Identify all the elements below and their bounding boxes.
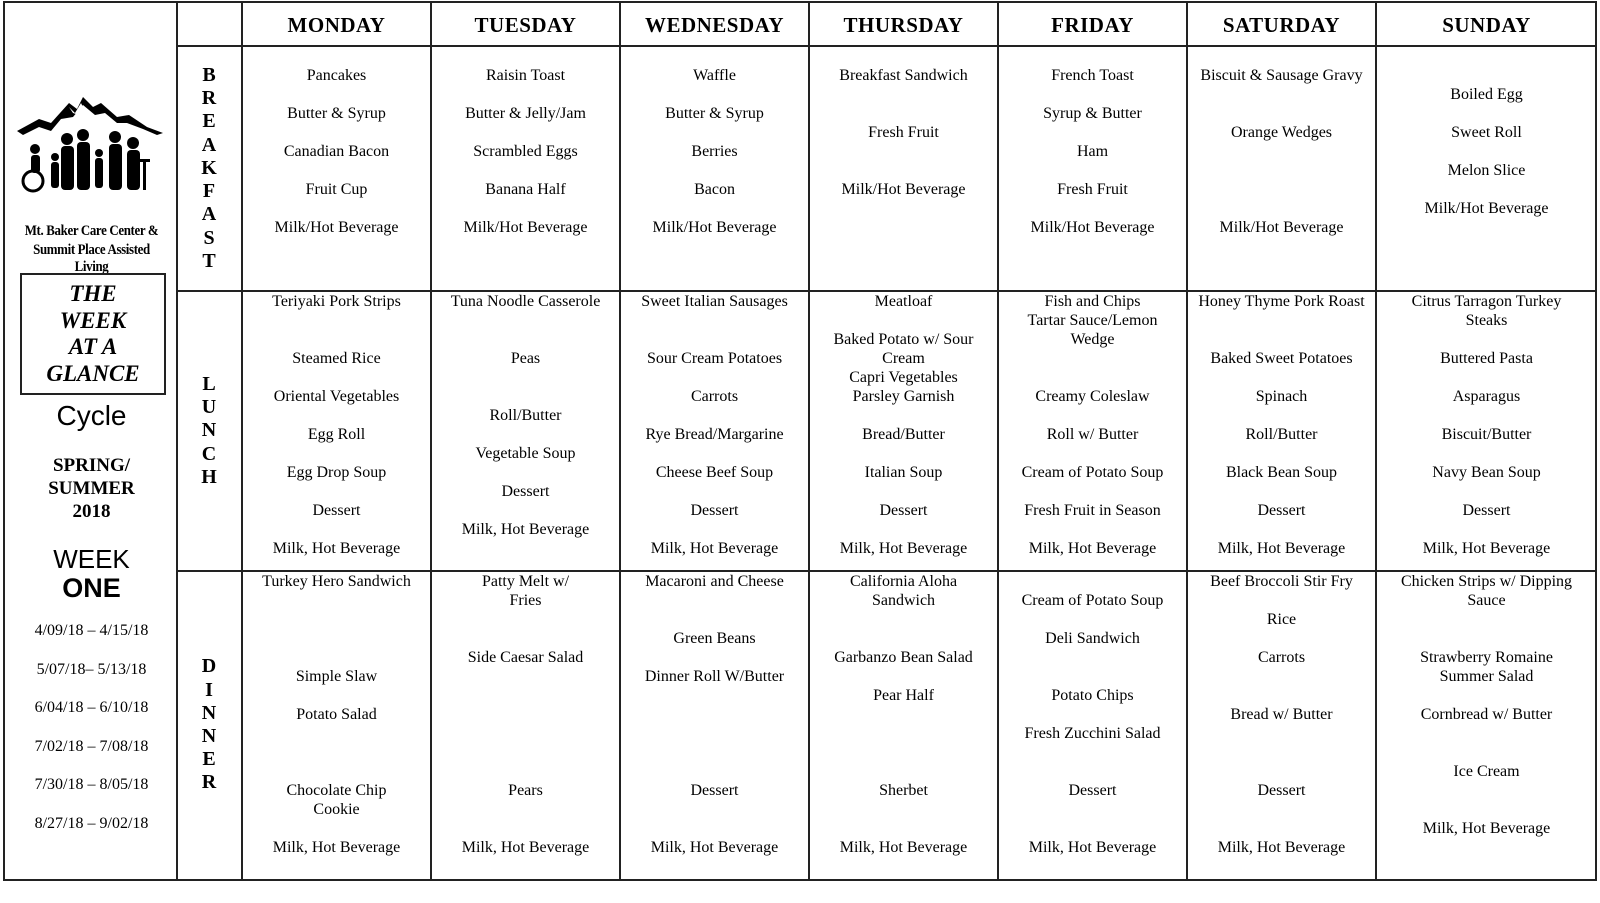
menu-item: California Aloha <box>849 573 958 590</box>
menu-item: Carrots <box>690 388 739 405</box>
meal-label-letter: N <box>201 725 217 747</box>
menu-item: Asparagus <box>1452 388 1521 405</box>
menu-cell-dinner-sunday <box>1376 571 1597 879</box>
menu-item: Dessert <box>1257 502 1306 519</box>
menu-item: Milk, Hot Beverage <box>1028 839 1157 856</box>
menu-item: Dinner Roll W/Butter <box>644 668 785 685</box>
sidebar <box>5 3 178 879</box>
day-header-tuesday: TUESDAY <box>474 13 577 37</box>
title-line: WEEK <box>59 307 127 333</box>
menu-item: Steamed Rice <box>292 350 381 367</box>
menu-item: Melon Slice <box>1447 162 1526 179</box>
menu-item: Dessert <box>1068 782 1117 799</box>
menu-item: Spinach <box>1255 388 1308 405</box>
menu-item: Milk/Hot Beverage <box>652 219 777 236</box>
meal-label-letter: S <box>203 226 215 249</box>
menu-item: Carrots <box>1257 649 1306 666</box>
community-logo <box>17 93 167 193</box>
menu-item: Dessert <box>690 782 739 799</box>
menu-cell-lunch-friday <box>998 291 1187 571</box>
meal-label-breakfast <box>176 46 242 291</box>
meal-label-letter: A <box>201 133 217 156</box>
menu-item: Rice <box>1266 611 1297 628</box>
title-line: THE <box>69 281 117 306</box>
week-label: WEEK <box>53 544 130 574</box>
menu-item: Green Beans <box>673 630 756 647</box>
menu-item: Italian Soup <box>864 464 943 481</box>
meal-label-letter: K <box>201 156 217 179</box>
menu-item: Roll/Butter <box>489 407 562 424</box>
meal-label-dinner <box>176 571 242 879</box>
menu-item: Fresh Fruit <box>868 124 939 141</box>
menu-item: Dessert <box>1257 782 1306 799</box>
meal-label-letter: I <box>205 678 213 701</box>
menu-item: Patty Melt w/ <box>481 573 570 590</box>
season-label <box>5 454 178 523</box>
menu-item: Chicken Strips w/ Dipping <box>1400 573 1573 590</box>
menu-item: Egg Drop Soup <box>286 464 387 481</box>
menu-cell-breakfast-tuesday <box>431 46 620 291</box>
menu-item: Strawberry Romaine <box>1420 649 1553 666</box>
meal-label-letter: U <box>201 396 217 419</box>
menu-item: Sweet Italian Sausages <box>641 293 788 310</box>
menu-item: Milk, Hot Beverage <box>1217 839 1346 856</box>
menu-item: Sandwich <box>871 592 936 609</box>
meal-label-letter: E <box>202 110 216 133</box>
menu-item: Cream <box>882 350 925 367</box>
menu-item: Macaroni and Cheese <box>645 573 784 590</box>
menu-item: Milk/Hot Beverage <box>1219 219 1344 236</box>
menu-item: Deli Sandwich <box>1045 630 1140 647</box>
menu-item: Cream of Potato Soup <box>1021 464 1164 481</box>
menu-item: Fish and Chips <box>1044 293 1141 310</box>
menu-cell-dinner-wednesday <box>620 571 809 879</box>
menu-item: Butter & Syrup <box>287 105 386 122</box>
menu-item: Steaks <box>1465 312 1508 329</box>
day-header-monday: MONDAY <box>287 13 386 37</box>
menu-item: Milk, Hot Beverage <box>650 839 779 856</box>
cycle-label: Cycle <box>56 400 127 431</box>
season-line: 2018 <box>72 501 111 522</box>
meal-label-letter: R <box>201 771 217 794</box>
menu-item: Tartar Sauce/Lemon <box>1027 312 1158 329</box>
menu-item: Fresh Zucchini Salad <box>1024 725 1161 742</box>
menu-item: Creamy Coleslaw <box>1035 388 1150 405</box>
date-range: 7/02/18 – 7/08/18 <box>34 737 149 755</box>
menu-item: Milk, Hot Beverage <box>461 521 590 538</box>
menu-item: Waffle <box>693 67 736 84</box>
day-header-friday: FRIDAY <box>1051 13 1134 37</box>
day-header-thursday: THURSDAY <box>843 13 964 37</box>
meal-label-letter: D <box>201 655 217 678</box>
menu-item: Milk/Hot Beverage <box>841 181 966 198</box>
menu-item: Sweet Roll <box>1451 124 1522 141</box>
menu-item: French Toast <box>1051 67 1134 84</box>
menu-item: Black Bean Soup <box>1225 464 1338 481</box>
menu-item: Simple Slaw <box>295 668 378 685</box>
menu-item: Fresh Fruit in Season <box>1024 502 1161 519</box>
menu-item: Pears <box>508 782 543 799</box>
menu-item: Dessert <box>879 502 928 519</box>
menu-item: Fries <box>509 592 542 609</box>
menu-item: Egg Roll <box>307 426 366 443</box>
menu-cell-lunch-saturday <box>1187 291 1376 571</box>
menu-item: Potato Chips <box>1051 687 1134 704</box>
menu-cell-lunch-sunday <box>1376 291 1597 571</box>
menu-item: Milk, Hot Beverage <box>650 540 779 557</box>
menu-item: Syrup & Butter <box>1043 105 1142 122</box>
meal-label-letter: F <box>202 180 216 203</box>
menu-cell-lunch-tuesday <box>431 291 620 571</box>
menu-cell-breakfast-friday <box>998 46 1187 291</box>
menu-item: Oriental Vegetables <box>273 388 400 405</box>
menu-item: Sauce <box>1467 592 1506 609</box>
week-number: ONE <box>62 573 121 603</box>
menu-item: Pear Half <box>873 687 934 704</box>
menu-item: Summer Salad <box>1439 668 1534 685</box>
menu-item: Milk, Hot Beverage <box>839 540 968 557</box>
meal-label-letter: R <box>201 87 217 110</box>
day-header-saturday: SATURDAY <box>1222 13 1341 37</box>
menu-cell-lunch-wednesday <box>620 291 809 571</box>
menu-cell-lunch-thursday <box>809 291 998 571</box>
date-range: 7/30/18 – 8/05/18 <box>34 776 149 793</box>
menu-item: Orange Wedges <box>1230 124 1333 141</box>
menu-cell-dinner-monday <box>242 571 431 879</box>
meal-label-letter: N <box>201 701 217 724</box>
menu-item: Potato Salad <box>296 706 377 723</box>
menu-cell-breakfast-wednesday <box>620 46 809 291</box>
meal-label-letter: C <box>201 442 217 465</box>
menu-item: Buttered Pasta <box>1440 350 1533 367</box>
menu-item: Milk, Hot Beverage <box>1217 540 1346 557</box>
menu-item: Parsley Garnish <box>852 388 955 405</box>
menu-item: Roll w/ Butter <box>1046 426 1139 443</box>
menu-item: Tuna Noodle Casserole <box>450 293 601 310</box>
meal-label-letter: B <box>202 64 216 87</box>
menu-item: Meatloaf <box>874 293 933 310</box>
menu-item: Butter & Jelly/Jam <box>465 105 586 122</box>
day-header-wednesday: WEDNESDAY <box>644 13 785 37</box>
week-at-a-glance-title <box>20 273 166 395</box>
menu-item: Citrus Tarragon Turkey <box>1411 293 1562 310</box>
menu-item: Bread/Butter <box>862 426 945 443</box>
menu-item: Vegetable Soup <box>475 445 576 462</box>
menu-item: Milk, Hot Beverage <box>1028 540 1157 557</box>
menu-item: Dessert <box>501 483 550 500</box>
menu-item: Cookie <box>313 801 360 818</box>
meal-label-letter: L <box>202 372 216 395</box>
menu-item: Baked Potato w/ Sour <box>833 331 974 348</box>
org-name-line1: Mt. Baker Care Center & <box>24 223 159 239</box>
meal-label-letter: E <box>202 748 216 771</box>
menu-item: Ham <box>1076 143 1109 160</box>
date-range-list <box>5 622 178 853</box>
menu-cell-breakfast-sunday <box>1376 46 1597 291</box>
menu-cell-lunch-monday <box>242 291 431 571</box>
menu-item: Butter & Syrup <box>665 105 764 122</box>
menu-item: Sour Cream Potatoes <box>646 350 783 367</box>
menu-item: Wedge <box>1070 331 1115 348</box>
org-name-line2: Summit Place Assisted Living <box>33 242 150 275</box>
menu-item: Milk, Hot Beverage <box>272 540 401 557</box>
menu-cell-breakfast-thursday <box>809 46 998 291</box>
menu-item: Milk/Hot Beverage <box>1424 200 1549 217</box>
menu-sheet <box>3 1 1597 881</box>
menu-cell-dinner-saturday <box>1187 571 1376 879</box>
menu-item: Turkey Hero Sandwich <box>262 573 411 590</box>
season-line: SUMMER <box>48 478 135 499</box>
menu-item: Milk, Hot Beverage <box>1422 540 1551 557</box>
menu-item: Biscuit & Sausage Gravy <box>1200 67 1363 84</box>
date-range: 8/27/18 – 9/02/18 <box>34 814 149 832</box>
menu-item: Bacon <box>694 181 735 198</box>
menu-item: Cream of Potato Soup <box>1021 592 1164 609</box>
menu-item: Milk, Hot Beverage <box>461 839 590 856</box>
menu-item: Peas <box>510 350 541 367</box>
menu-item: Teriyaki Pork Strips <box>272 293 401 310</box>
menu-item: Milk/Hot Beverage <box>463 219 588 236</box>
menu-item: Side Caesar Salad <box>467 649 584 666</box>
title-line: AT A <box>68 334 118 359</box>
menu-item: Baked Sweet Potatoes <box>1210 350 1353 367</box>
menu-item: Ice Cream <box>1453 763 1520 780</box>
menu-item: Milk, Hot Beverage <box>839 839 968 856</box>
menu-item: Dessert <box>1462 502 1511 519</box>
menu-item: Biscuit/Butter <box>1441 426 1532 443</box>
menu-item: Banana Half <box>485 181 566 198</box>
menu-item: Breakfast Sandwich <box>839 67 968 84</box>
menu-item: Dessert <box>312 502 361 519</box>
menu-cell-breakfast-monday <box>242 46 431 291</box>
menu-item: Capri Vegetables <box>849 369 958 386</box>
menu-item: Milk, Hot Beverage <box>272 839 401 856</box>
date-range: 6/04/18 – 6/10/18 <box>34 699 149 716</box>
day-header-sunday: SUNDAY <box>1442 13 1531 37</box>
menu-item: Honey Thyme Pork Roast <box>1198 293 1365 310</box>
menu-item: Sherbet <box>879 782 928 799</box>
menu-item: Scrambled Eggs <box>473 143 578 160</box>
date-range: 4/09/18 – 4/15/18 <box>34 622 149 639</box>
menu-item: Milk, Hot Beverage <box>1422 820 1551 837</box>
menu-item: Dessert <box>690 502 739 519</box>
menu-item: Roll/Butter <box>1245 426 1318 443</box>
title-line: GLANCE <box>46 360 140 386</box>
menu-item: Milk/Hot Beverage <box>1030 219 1155 236</box>
meal-label-letter: N <box>201 419 217 442</box>
menu-grid <box>176 3 1597 879</box>
menu-item: Garbanzo Bean Salad <box>834 649 973 666</box>
menu-item: Pancakes <box>306 67 367 84</box>
menu-item: Canadian Bacon <box>283 143 390 160</box>
menu-item: Fresh Fruit <box>1057 181 1128 198</box>
menu-item: Navy Bean Soup <box>1432 464 1541 481</box>
menu-item: Rye Bread/Margarine <box>645 426 784 443</box>
menu-item: Berries <box>691 143 738 160</box>
menu-item: Bread w/ Butter <box>1230 706 1333 723</box>
menu-cell-breakfast-saturday <box>1187 46 1376 291</box>
menu-cell-dinner-tuesday <box>431 571 620 879</box>
menu-item: Raisin Toast <box>485 67 566 84</box>
menu-cell-dinner-friday <box>998 571 1187 879</box>
menu-item: Beef Broccoli Stir Fry <box>1210 573 1353 590</box>
menu-item: Chocolate Chip <box>286 782 387 799</box>
menu-item: Milk/Hot Beverage <box>274 219 399 236</box>
menu-item: Cornbread w/ Butter <box>1420 706 1553 723</box>
season-line: SPRING/ <box>52 455 131 476</box>
date-range: 5/07/18– 5/13/18 <box>36 660 147 678</box>
meal-label-letter: T <box>202 249 216 272</box>
menu-item: Fruit Cup <box>305 181 368 198</box>
meal-label-lunch <box>176 291 242 571</box>
meal-label-letter: H <box>201 465 217 488</box>
meal-label-letter: A <box>201 203 217 226</box>
menu-item: Cheese Beef Soup <box>655 464 774 481</box>
menu-cell-dinner-thursday <box>809 571 998 879</box>
menu-item: Boiled Egg <box>1450 86 1523 103</box>
